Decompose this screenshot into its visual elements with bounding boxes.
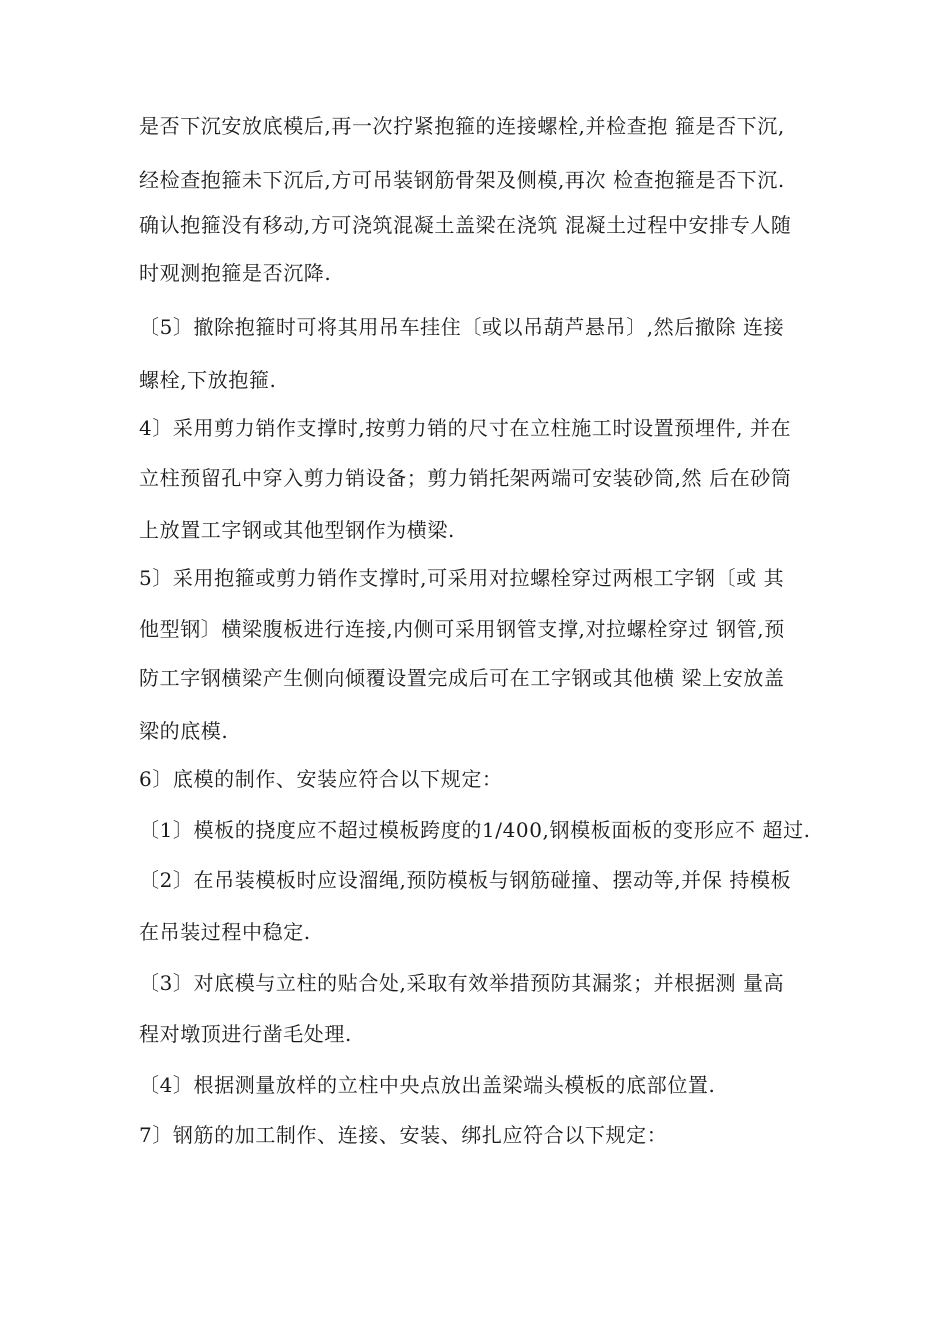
text-line: 螺栓,下放抱箍. <box>139 368 277 392</box>
text-line: 〔5〕撤除抱箍时可将其用吊车挂住〔或以吊葫芦悬吊〕,然后撤除 连接 <box>139 315 785 339</box>
text-line: 是否下沉安放底模后,再一次拧紧抱箍的连接螺栓,并检查抱 箍是否下沉, <box>139 114 785 138</box>
text-line: 程对墩顶进行凿毛处理. <box>139 1022 352 1046</box>
text-line: 梁的底模. <box>139 719 229 743</box>
text-line: 〔2〕在吊装模板时应设溜绳,预防模板与钢筋碰撞、摆动等,并保 持模板 <box>139 868 792 892</box>
text-line: 〔3〕对底模与立柱的贴合处,采取有效举措预防其漏浆；并根据测 量高 <box>139 971 785 995</box>
text-line: 防工字钢横梁产生侧向倾覆设置完成后可在工字钢或其他横 梁上安放盖 <box>139 666 785 690</box>
text-line: 5〕采用抱箍或剪力销作支撑时,可采用对拉螺栓穿过两根工字钢〔或 其 <box>139 566 785 590</box>
text-line: 在吊装过程中稳定. <box>139 920 311 944</box>
text-line: 时观测抱箍是否沉降. <box>139 261 332 285</box>
text-line: 确认抱箍没有移动,方可浇筑混凝土盖梁在浇筑 混凝土过程中安排专人随 <box>139 213 792 237</box>
text-line: 立柱预留孔中穿入剪力销设备；剪力销托架两端可安装砂筒,然 后在砂筒 <box>139 466 792 490</box>
text-line: 〔1〕模板的挠度应不超过模板跨度的1/400,钢模板面板的变形应不 超过. <box>139 818 811 842</box>
text-line: 他型钢〕横梁腹板进行连接,内侧可采用钢管支撑,对拉螺栓穿过 钢管,预 <box>139 617 785 641</box>
text-line: 上放置工字钢或其他型钢作为横梁. <box>139 518 455 542</box>
text-line: 6〕底模的制作、安装应符合以下规定： <box>139 767 503 791</box>
text-line: 4〕采用剪力销作支撑时,按剪力销的尺寸在立柱施工时设置预埋件, 并在 <box>139 416 792 440</box>
text-line: 7〕钢筋的加工制作、连接、安装、绑扎应符合以下规定： <box>139 1123 668 1147</box>
text-line: 〔4〕根据测量放样的立柱中央点放出盖梁端头模板的底部位置. <box>139 1073 716 1097</box>
text-line: 经检查抱箍未下沉后,方可吊装钢筋骨架及侧模,再次 检查抱箍是否下沉. <box>139 168 785 192</box>
